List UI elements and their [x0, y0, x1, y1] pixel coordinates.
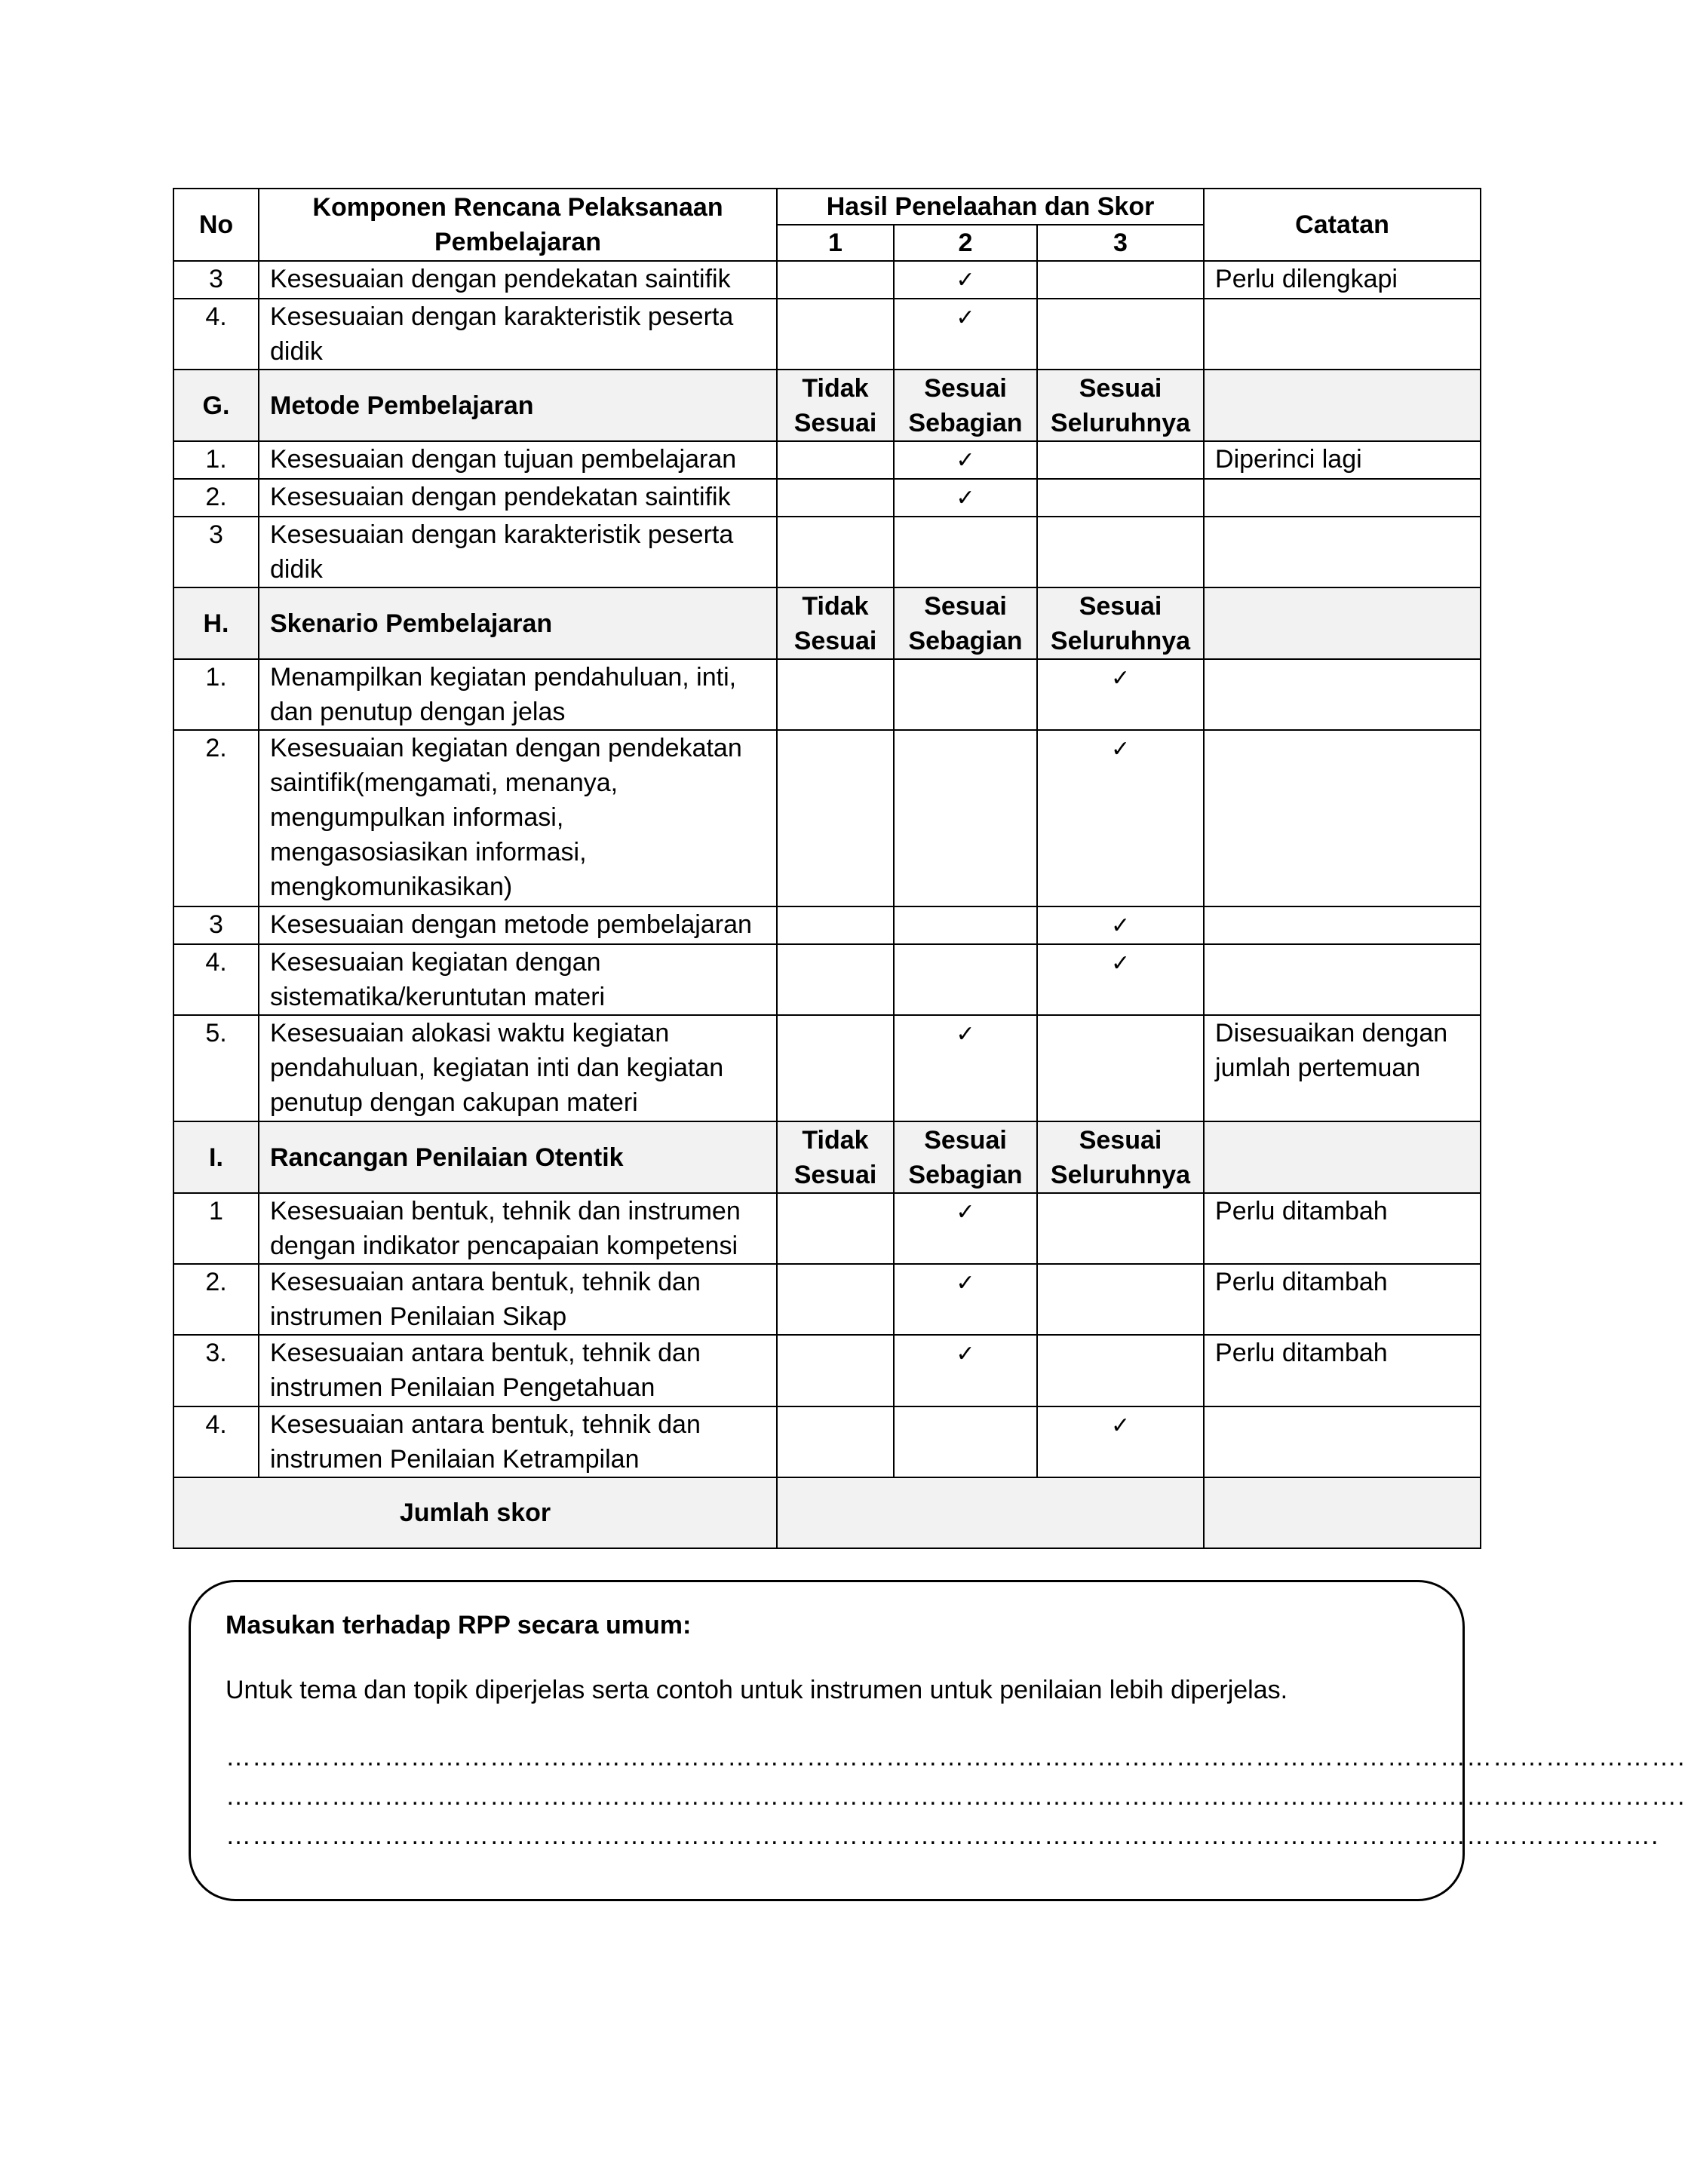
score-cell-2 [894, 517, 1037, 587]
score-cell-3 [1037, 1335, 1204, 1406]
score-cell-3 [1037, 1193, 1204, 1264]
option-sesuai-seluruhnya: Sesuai Seluruhnya [1037, 1121, 1204, 1193]
score-cell-1 [777, 730, 894, 906]
row-component: Kesesuaian kegiatan dengan sistematika/keruntutan materi [259, 944, 777, 1015]
row-note: Perlu ditambah [1204, 1193, 1481, 1264]
score-cell-1 [777, 1406, 894, 1477]
feedback-title: Masukan terhadap RPP secara umum: [226, 1611, 692, 1640]
option-sesuai-sebagian: Sesuai Sebagian [894, 587, 1037, 659]
table-row [173, 517, 1481, 587]
score-cell-3 [1037, 730, 1204, 906]
table-row [173, 1335, 1481, 1406]
total-note [1204, 1477, 1481, 1548]
row-component: Kesesuaian alokasi waktu kegiatan pendahuluan, kegiatan inti dan kegiatan penutup dengan cakupan materi [259, 1015, 777, 1121]
row-number: 1. [173, 441, 259, 479]
row-number: 3 [173, 517, 259, 587]
score-cell-2 [894, 1193, 1037, 1264]
score-cell-2 [894, 261, 1037, 299]
header-no: No [173, 189, 259, 261]
blank-line: …………………………………………………………………………………………………………………………………………………. [226, 1782, 1685, 1811]
score-cell-1 [777, 441, 894, 479]
section-note [1204, 587, 1481, 659]
score-cell-2 [894, 299, 1037, 370]
row-component: Kesesuaian dengan karakteristik peserta didik [259, 517, 777, 587]
score-cell-2 [894, 441, 1037, 479]
row-component: Kesesuaian dengan pendekatan saintifik [259, 261, 777, 299]
score-cell-3 [1037, 1015, 1204, 1121]
row-note: Perlu dilengkapi [1204, 261, 1481, 299]
checkmark-icon: ✓ [956, 485, 975, 511]
table-row [173, 730, 1481, 906]
section-title: Metode Pembelajaran [259, 370, 777, 441]
score-cell-3 [1037, 944, 1204, 1015]
section-title: Rancangan Penilaian Otentik [259, 1121, 777, 1193]
row-component: Kesesuaian dengan tujuan pembelajaran [259, 441, 777, 479]
row-component: Kesesuaian antara bentuk, tehnik dan instrumen Penilaian Ketrampilan [259, 1406, 777, 1477]
score-cell-2 [894, 1406, 1037, 1477]
score-cell-1 [777, 517, 894, 587]
header-results: Hasil Penelaahan dan Skor [777, 189, 1204, 225]
section-header-i [173, 1121, 1481, 1193]
score-cell-3 [1037, 517, 1204, 587]
row-note: Disesuaikan dengan jumlah pertemuan [1204, 1015, 1481, 1121]
row-component: Kesesuaian dengan metode pembelajaran [259, 906, 777, 944]
blank-line: …………………………………………………………………………………………………………………………………………………. [226, 1743, 1685, 1771]
row-note: Perlu ditambah [1204, 1335, 1481, 1406]
score-cell-3 [1037, 659, 1204, 730]
checkmark-icon: ✓ [956, 1270, 975, 1296]
score-cell-2 [894, 479, 1037, 517]
score-cell-2 [894, 659, 1037, 730]
feedback-blank-lines [226, 1738, 1685, 1855]
row-number: 3 [173, 261, 259, 299]
score-cell-2 [894, 906, 1037, 944]
row-number: 1. [173, 659, 259, 730]
total-score [777, 1477, 1204, 1548]
header-score-1: 1 [777, 225, 894, 261]
table-row [173, 299, 1481, 370]
checkmark-icon: ✓ [956, 305, 975, 331]
score-cell-2 [894, 1335, 1037, 1406]
table-row [173, 1264, 1481, 1335]
section-label: I. [173, 1121, 259, 1193]
checkmark-icon: ✓ [956, 1199, 975, 1225]
total-label: Jumlah skor [173, 1477, 777, 1548]
table-row [173, 944, 1481, 1015]
row-note [1204, 517, 1481, 587]
score-cell-3 [1037, 441, 1204, 479]
section-note [1204, 370, 1481, 441]
option-tidak-sesuai: Tidak Sesuai [777, 1121, 894, 1193]
section-note [1204, 1121, 1481, 1193]
score-cell-2 [894, 944, 1037, 1015]
row-number: 4. [173, 1406, 259, 1477]
option-sesuai-sebagian: Sesuai Sebagian [894, 1121, 1037, 1193]
row-number: 5. [173, 1015, 259, 1121]
option-tidak-sesuai: Tidak Sesuai [777, 587, 894, 659]
score-cell-2 [894, 1264, 1037, 1335]
header-score-2: 2 [894, 225, 1037, 261]
score-cell-1 [777, 261, 894, 299]
score-cell-1 [777, 299, 894, 370]
option-sesuai-sebagian: Sesuai Sebagian [894, 370, 1037, 441]
score-cell-3 [1037, 479, 1204, 517]
row-note [1204, 1406, 1481, 1477]
total-row [173, 1477, 1481, 1548]
checkmark-icon: ✓ [1110, 665, 1131, 692]
row-note [1204, 479, 1481, 517]
table-row [173, 1015, 1481, 1121]
score-cell-3 [1037, 906, 1204, 944]
score-cell-1 [777, 944, 894, 1015]
section-header-h [173, 587, 1481, 659]
section-label: G. [173, 370, 259, 441]
section-title: Skenario Pembelajaran [259, 587, 777, 659]
checkmark-icon: ✓ [1110, 1413, 1131, 1439]
row-component: Kesesuaian bentuk, tehnik dan instrumen dengan indikator pencapaian kompetensi [259, 1193, 777, 1264]
row-number: 1 [173, 1193, 259, 1264]
checkmark-icon: ✓ [1110, 950, 1131, 977]
row-number: 2. [173, 1264, 259, 1335]
checkmark-icon: ✓ [956, 1341, 975, 1367]
checkmark-icon: ✓ [956, 1021, 975, 1048]
table-row [173, 1406, 1481, 1477]
checkmark-icon: ✓ [956, 447, 975, 474]
row-component: Kesesuaian kegiatan dengan pendekatan saintifik(mengamati, menanya, mengumpulkan informasi, mengasosiasikan informasi, mengkomunikasikan) [259, 730, 777, 906]
score-cell-1 [777, 659, 894, 730]
table-row [173, 659, 1481, 730]
table-row [173, 441, 1481, 479]
row-component: Menampilkan kegiatan pendahuluan, inti, dan penutup dengan jelas [259, 659, 777, 730]
row-component: Kesesuaian dengan karakteristik peserta didik [259, 299, 777, 370]
option-sesuai-seluruhnya: Sesuai Seluruhnya [1037, 587, 1204, 659]
blank-line: ………………………………………………………………………………………………………………………………………………. [226, 1821, 1659, 1850]
row-component: Kesesuaian antara bentuk, tehnik dan instrumen Penilaian Pengetahuan [259, 1335, 777, 1406]
general-feedback-box [189, 1580, 1685, 1901]
row-number: 2. [173, 479, 259, 517]
score-cell-3 [1037, 1264, 1204, 1335]
table-row [173, 906, 1481, 944]
header-notes: Catatan [1204, 189, 1481, 261]
row-note [1204, 944, 1481, 1015]
header-component: Komponen Rencana Pelaksanaan Pembelajaran [259, 189, 777, 261]
table-row [173, 479, 1481, 517]
header-score-3: 3 [1037, 225, 1204, 261]
score-cell-1 [777, 1015, 894, 1121]
score-cell-1 [777, 1335, 894, 1406]
feedback-text: Untuk tema dan topik diperjelas serta contoh untuk instrumen untuk penilaian lebih diperjelas. [226, 1676, 1288, 1704]
score-cell-1 [777, 906, 894, 944]
row-note [1204, 906, 1481, 944]
score-cell-1 [777, 1264, 894, 1335]
row-component: Kesesuaian antara bentuk, tehnik dan instrumen Penilaian Sikap [259, 1264, 777, 1335]
score-cell-1 [777, 479, 894, 517]
table-row [173, 1193, 1481, 1264]
score-cell-2 [894, 730, 1037, 906]
row-component: Kesesuaian dengan pendekatan saintifik [259, 479, 777, 517]
score-cell-1 [777, 1193, 894, 1264]
row-note [1204, 659, 1481, 730]
section-header-g [173, 370, 1481, 441]
row-note [1204, 299, 1481, 370]
score-cell-3 [1037, 299, 1204, 370]
score-cell-3 [1037, 261, 1204, 299]
option-tidak-sesuai: Tidak Sesuai [777, 370, 894, 441]
checkmark-icon: ✓ [956, 267, 975, 293]
row-number: 4. [173, 944, 259, 1015]
row-note [1204, 730, 1481, 906]
option-sesuai-seluruhnya: Sesuai Seluruhnya [1037, 370, 1204, 441]
row-number: 2. [173, 730, 259, 906]
row-number: 4. [173, 299, 259, 370]
row-note: Diperinci lagi [1204, 441, 1481, 479]
score-cell-2 [894, 1015, 1037, 1121]
section-label: H. [173, 587, 259, 659]
checkmark-icon: ✓ [1110, 736, 1131, 762]
review-table [173, 188, 1481, 1549]
row-number: 3. [173, 1335, 259, 1406]
row-number: 3 [173, 906, 259, 944]
table-row [173, 261, 1481, 299]
score-cell-3 [1037, 1406, 1204, 1477]
row-note: Perlu ditambah [1204, 1264, 1481, 1335]
checkmark-icon: ✓ [1110, 913, 1131, 939]
